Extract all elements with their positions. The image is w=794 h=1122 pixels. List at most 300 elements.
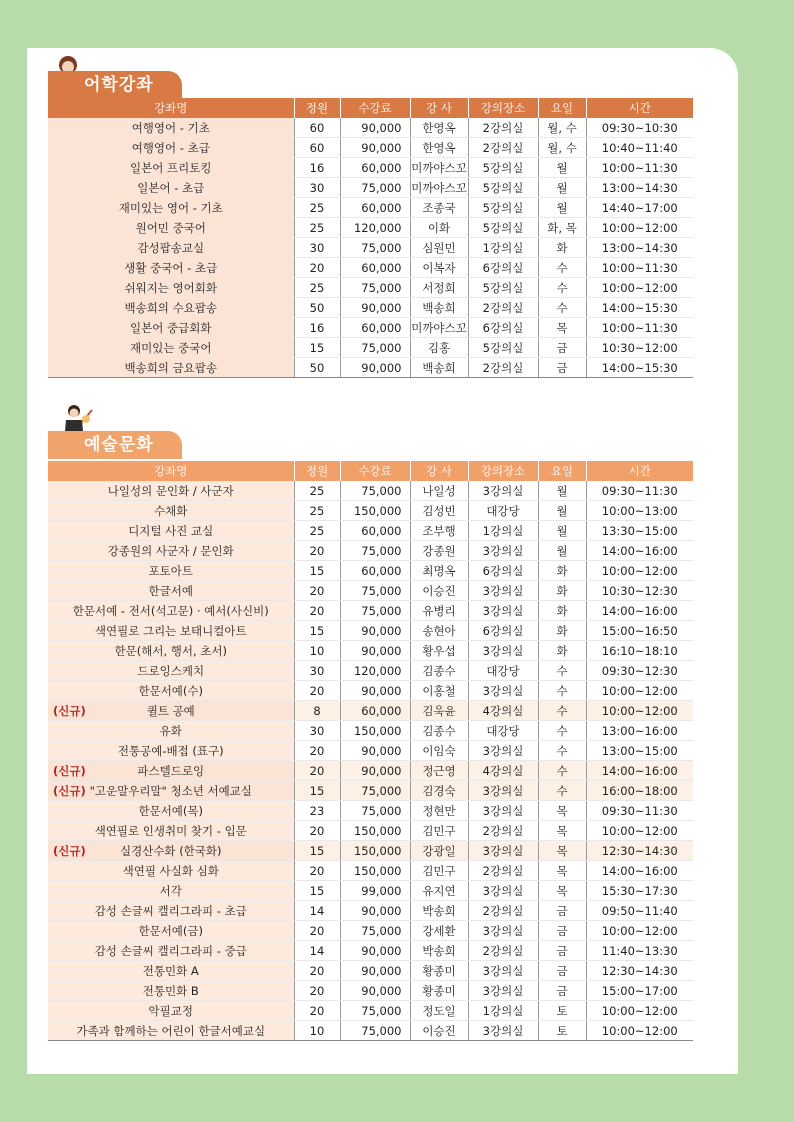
course-name-cell-text: 디지털 사진 교실: [128, 523, 214, 538]
room-cell: [468, 921, 538, 941]
teacher-cell-text: 이임숙: [422, 743, 456, 758]
day-cell: [538, 921, 586, 941]
day-cell: [538, 118, 586, 138]
teacher-cell-text: 조부행: [422, 523, 456, 538]
day-cell: [538, 941, 586, 961]
room-cell: [468, 701, 538, 721]
room-cell-text: 5강의실: [482, 180, 524, 195]
table-row: [48, 481, 693, 501]
room-cell-text: 대강당: [486, 723, 520, 738]
day-cell: [538, 681, 586, 701]
day-cell-text: 수: [556, 703, 568, 718]
time-cell: [586, 701, 693, 721]
time-cell-text: 14:00~16:00: [601, 863, 678, 878]
fee-cell-text: 75,000: [361, 783, 402, 798]
time-cell-text: 10:00~12:00: [601, 220, 678, 235]
teacher-cell: [410, 118, 468, 138]
course-name-cell-text: 악필교정: [148, 1003, 193, 1018]
teacher-cell-text: 최명옥: [422, 563, 456, 578]
fee-cell-text: 150,000: [353, 503, 402, 518]
teacher-cell-text: 김홍: [427, 340, 451, 355]
fee-cell: [340, 581, 410, 601]
new-course-badge: (신규): [53, 843, 86, 858]
capacity-cell: [294, 501, 340, 521]
day-cell-text: 금: [556, 943, 568, 958]
course-name-cell-text: 여행영어 - 초급: [131, 140, 210, 155]
day-cell-text: 월: [556, 160, 568, 175]
course-name-cell: [48, 178, 294, 198]
room-cell: [468, 681, 538, 701]
time-cell: [586, 861, 693, 881]
fee-cell-text: 150,000: [353, 723, 402, 738]
room-cell-text: 3강의실: [482, 783, 524, 798]
day-cell: [538, 298, 586, 318]
room-cell: [468, 1001, 538, 1021]
capacity-cell-text: 30: [309, 180, 325, 195]
course-name-cell-text: 나일성의 문인화 / 사군자: [107, 483, 234, 498]
course-name-cell: [48, 198, 294, 218]
course-name-cell: [48, 961, 294, 981]
time-cell-text: 09:30~10:30: [601, 120, 678, 135]
capacity-cell: [294, 541, 340, 561]
header-teacher: 강 사: [410, 98, 468, 118]
course-name-cell: [48, 941, 294, 961]
day-cell-text: 토: [556, 1003, 568, 1018]
table-row: [48, 841, 693, 861]
day-cell: [538, 821, 586, 841]
capacity-cell-text: 25: [309, 200, 325, 215]
room-cell-text: 2강의실: [482, 903, 524, 918]
teacher-cell-text: 미까야스꼬: [411, 160, 467, 175]
capacity-cell: [294, 278, 340, 298]
fee-cell: [340, 921, 410, 941]
fee-cell-text: 75,000: [361, 340, 402, 355]
room-cell-text: 6강의실: [482, 563, 524, 578]
room-cell: [468, 521, 538, 541]
course-name-cell-text: 일본어 - 초급: [137, 180, 205, 195]
course-name-cell: [48, 661, 294, 681]
fee-cell: [340, 358, 410, 378]
day-cell-text: 수: [556, 783, 568, 798]
teacher-cell: [410, 881, 468, 901]
room-cell-text: 3강의실: [482, 583, 524, 598]
fee-cell-text: 75,000: [361, 1003, 402, 1018]
time-cell-text: 10:00~12:00: [601, 1003, 678, 1018]
teacher-cell-text: 이승진: [422, 583, 456, 598]
teacher-cell-text: 황우섭: [422, 643, 456, 658]
time-cell-text: 09:30~11:30: [601, 483, 678, 498]
day-cell-text: 수: [556, 280, 568, 295]
capacity-cell-text: 25: [309, 503, 325, 518]
capacity-cell: [294, 218, 340, 238]
room-cell-text: 1강의실: [482, 240, 524, 255]
capacity-cell: [294, 761, 340, 781]
time-cell-text: 13:30~15:00: [601, 523, 678, 538]
capacity-cell-text: 50: [309, 300, 325, 315]
table-row: [48, 298, 693, 318]
table-row: [48, 661, 693, 681]
time-cell: [586, 821, 693, 841]
day-cell-text: 목: [556, 823, 568, 838]
room-cell: [468, 761, 538, 781]
teacher-cell: [410, 821, 468, 841]
room-cell-text: 2강의실: [482, 863, 524, 878]
day-cell: [538, 238, 586, 258]
time-cell-text: 10:00~12:00: [601, 280, 678, 295]
teacher-cell: [410, 318, 468, 338]
course-name-cell: [48, 801, 294, 821]
teacher-cell-text: 한영옥: [422, 120, 456, 135]
fee-cell-text: 90,000: [361, 903, 402, 918]
room-cell-text: 3강의실: [482, 543, 524, 558]
capacity-cell-text: 20: [309, 543, 325, 558]
teacher-cell: [410, 941, 468, 961]
day-cell-text: 월: [556, 200, 568, 215]
fee-cell-text: 60,000: [361, 260, 402, 275]
capacity-cell: [294, 338, 340, 358]
day-cell-text: 수: [556, 763, 568, 778]
fee-cell: [340, 278, 410, 298]
fee-cell-text: 75,000: [361, 803, 402, 818]
course-name-cell: [48, 1021, 294, 1041]
fee-cell-text: 75,000: [361, 603, 402, 618]
teacher-cell-text: 황종미: [422, 983, 456, 998]
course-name-cell: [48, 138, 294, 158]
capacity-cell-text: 25: [309, 483, 325, 498]
teacher-cell: [410, 721, 468, 741]
time-cell: [586, 921, 693, 941]
capacity-cell-text: 20: [309, 763, 325, 778]
table-row: [48, 158, 693, 178]
fee-cell: [340, 941, 410, 961]
capacity-cell-text: 15: [309, 843, 325, 858]
course-name-cell-text: 강종원의 사군자 / 문인화: [107, 543, 234, 558]
room-cell-text: 대강당: [486, 663, 520, 678]
teacher-cell: [410, 278, 468, 298]
course-name-cell-text: 색연필로 그리는 보태니컬아트: [94, 623, 247, 638]
course-name-cell: [48, 641, 294, 661]
teacher-cell-text: 김종수: [422, 723, 456, 738]
day-cell: [538, 278, 586, 298]
capacity-cell: [294, 581, 340, 601]
room-cell: [468, 801, 538, 821]
header-course: 강좌명: [48, 461, 294, 481]
course-name-cell: [48, 821, 294, 841]
table-row: [48, 521, 693, 541]
room-cell-text: 3강의실: [482, 923, 524, 938]
room-cell-text: 4강의실: [482, 763, 524, 778]
course-name-cell-text: 재미있는 중국어: [130, 340, 212, 355]
fee-cell: [340, 298, 410, 318]
header-capacity: 정원: [294, 98, 340, 118]
teacher-cell-text: 미까야스꼬: [411, 180, 467, 195]
time-cell: [586, 561, 693, 581]
table-row: [48, 741, 693, 761]
course-name-cell-text: 감성 손글씨 캘리그라피 - 중급: [94, 943, 247, 958]
time-cell-text: 15:00~17:00: [601, 983, 678, 998]
fee-cell-text: 150,000: [353, 823, 402, 838]
course-name-cell-text: 일본어 프리토킹: [130, 160, 212, 175]
room-cell: [468, 338, 538, 358]
time-cell-text: 15:00~16:50: [601, 623, 678, 638]
teacher-cell-text: 박송희: [422, 943, 456, 958]
fee-cell-text: 60,000: [361, 320, 402, 335]
fee-cell-text: 60,000: [361, 563, 402, 578]
time-cell: [586, 218, 693, 238]
time-cell-text: 10:00~12:00: [601, 823, 678, 838]
teacher-cell: [410, 961, 468, 981]
capacity-cell: [294, 521, 340, 541]
day-cell: [538, 981, 586, 1001]
day-cell: [538, 1001, 586, 1021]
course-name-cell: [48, 881, 294, 901]
course-name-cell-text: 한문서예(목): [138, 803, 204, 818]
header-day: 요일: [538, 461, 586, 481]
course-name-cell-text: 서각: [159, 883, 182, 898]
teacher-cell: [410, 921, 468, 941]
teacher-cell: [410, 1001, 468, 1021]
capacity-cell: [294, 821, 340, 841]
table-row: [48, 501, 693, 521]
fee-cell-text: 99,000: [361, 883, 402, 898]
time-cell-text: 14:40~17:00: [601, 200, 678, 215]
teacher-cell: [410, 741, 468, 761]
fee-cell: [340, 741, 410, 761]
day-cell-text: 월: [556, 503, 568, 518]
course-name-cell-text: 포토아트: [148, 563, 193, 578]
fee-cell: [340, 138, 410, 158]
room-cell-text: 5강의실: [482, 280, 524, 295]
day-cell-text: 화: [556, 643, 568, 658]
teacher-cell-text: 백송희: [422, 360, 456, 375]
fee-cell-text: 90,000: [361, 963, 402, 978]
time-cell: [586, 138, 693, 158]
fee-cell-text: 90,000: [361, 360, 402, 375]
teacher-cell-text: 이홍철: [422, 683, 456, 698]
capacity-cell: [294, 661, 340, 681]
time-cell: [586, 681, 693, 701]
day-cell: [538, 781, 586, 801]
course-name-cell-text: 재미있는 영어 - 기초: [118, 200, 223, 215]
teacher-cell-text: 유지연: [422, 883, 456, 898]
teacher-cell-text: 유병리: [422, 603, 456, 618]
time-cell: [586, 278, 693, 298]
time-cell-text: 16:10~18:10: [601, 643, 678, 658]
day-cell-text: 금: [556, 360, 568, 375]
capacity-cell-text: 20: [309, 683, 325, 698]
capacity-cell-text: 14: [309, 943, 325, 958]
course-name-cell-text: 퀼트 공예: [146, 703, 195, 718]
table-row: [48, 118, 693, 138]
fee-cell: [340, 821, 410, 841]
time-cell: [586, 238, 693, 258]
day-cell-text: 화: [556, 563, 568, 578]
time-cell: [586, 841, 693, 861]
table-row: [48, 681, 693, 701]
fee-cell: [340, 621, 410, 641]
room-cell-text: 3강의실: [482, 1023, 524, 1038]
day-cell-text: 금: [556, 963, 568, 978]
time-cell: [586, 1021, 693, 1041]
course-name-cell: [48, 481, 294, 501]
time-cell-text: 12:30~14:30: [601, 843, 678, 858]
course-name-cell-text: 한문서예(수): [138, 683, 204, 698]
time-cell-text: 16:00~18:00: [601, 783, 678, 798]
room-cell: [468, 298, 538, 318]
day-cell-text: 수: [556, 663, 568, 678]
room-cell: [468, 981, 538, 1001]
table-row: [48, 941, 693, 961]
fee-cell-text: 60,000: [361, 160, 402, 175]
teacher-cell: [410, 541, 468, 561]
course-name-cell: [48, 741, 294, 761]
day-cell-text: 월, 수: [547, 120, 577, 135]
fee-cell-text: 150,000: [353, 843, 402, 858]
table-row: [48, 821, 693, 841]
time-cell-text: 14:00~16:00: [601, 763, 678, 778]
fee-cell-text: 90,000: [361, 683, 402, 698]
course-name-cell: [48, 921, 294, 941]
fee-cell: [340, 681, 410, 701]
header-day: 요일: [538, 98, 586, 118]
teacher-cell-text: 미까야스꼬: [411, 320, 467, 335]
fee-cell: [340, 661, 410, 681]
time-cell-text: 14:00~16:00: [601, 603, 678, 618]
day-cell-text: 목: [556, 843, 568, 858]
time-cell: [586, 521, 693, 541]
course-name-cell: [48, 298, 294, 318]
day-cell: [538, 158, 586, 178]
time-cell: [586, 358, 693, 378]
room-cell-text: 3강의실: [482, 803, 524, 818]
capacity-cell-text: 14: [309, 903, 325, 918]
table-row: [48, 561, 693, 581]
course-name-cell: [48, 278, 294, 298]
capacity-cell-text: 16: [309, 160, 325, 175]
room-cell: [468, 641, 538, 661]
table-row: [48, 901, 693, 921]
capacity-cell-text: 20: [309, 983, 325, 998]
day-cell-text: 토: [556, 1023, 568, 1038]
capacity-cell-text: 15: [309, 783, 325, 798]
capacity-cell-text: 20: [309, 923, 325, 938]
capacity-cell: [294, 961, 340, 981]
day-cell: [538, 721, 586, 741]
teacher-cell: [410, 621, 468, 641]
table-row: [48, 621, 693, 641]
fee-cell: [340, 801, 410, 821]
room-cell: [468, 358, 538, 378]
teacher-cell: [410, 841, 468, 861]
table-header-row: [48, 98, 693, 118]
course-name-cell: [48, 501, 294, 521]
day-cell: [538, 138, 586, 158]
room-cell: [468, 218, 538, 238]
time-cell-text: 09:30~11:30: [601, 803, 678, 818]
capacity-cell: [294, 601, 340, 621]
fee-cell-text: 75,000: [361, 240, 402, 255]
room-cell-text: 5강의실: [482, 220, 524, 235]
teacher-cell: [410, 661, 468, 681]
time-cell: [586, 501, 693, 521]
capacity-cell-text: 60: [309, 120, 325, 135]
course-name-cell-text: 전통민화 B: [142, 983, 199, 998]
capacity-cell-text: 15: [309, 883, 325, 898]
capacity-cell-text: 30: [309, 240, 325, 255]
room-cell-text: 3강의실: [482, 643, 524, 658]
time-cell: [586, 298, 693, 318]
course-name-cell: [48, 318, 294, 338]
capacity-cell-text: 20: [309, 603, 325, 618]
capacity-cell: [294, 158, 340, 178]
teacher-cell: [410, 178, 468, 198]
fee-cell: [340, 1021, 410, 1041]
course-name-cell: [48, 721, 294, 741]
fee-cell: [340, 721, 410, 741]
course-name-cell-text: 한문서예 - 전서(석고문) · 예서(사신비): [72, 603, 269, 618]
capacity-cell: [294, 741, 340, 761]
teacher-cell: [410, 781, 468, 801]
room-cell: [468, 861, 538, 881]
teacher-cell-text: 김민구: [422, 823, 456, 838]
teacher-cell: [410, 238, 468, 258]
room-cell: [468, 318, 538, 338]
teacher-cell-text: 김경숙: [422, 783, 456, 798]
time-cell: [586, 781, 693, 801]
room-cell: [468, 158, 538, 178]
time-cell-text: 15:30~17:30: [601, 883, 678, 898]
teacher-cell: [410, 521, 468, 541]
time-cell-text: 13:00~14:30: [601, 180, 678, 195]
table-row: [48, 318, 693, 338]
room-cell: [468, 118, 538, 138]
room-cell: [468, 941, 538, 961]
teacher-cell-text: 조종국: [422, 200, 456, 215]
room-cell-text: 1강의실: [482, 1003, 524, 1018]
table-row: [48, 881, 693, 901]
course-name-cell: [48, 541, 294, 561]
time-cell-text: 09:50~11:40: [601, 903, 678, 918]
day-cell: [538, 901, 586, 921]
room-cell-text: 5강의실: [482, 160, 524, 175]
fee-cell: [340, 901, 410, 921]
capacity-cell: [294, 681, 340, 701]
teacher-cell: [410, 1021, 468, 1041]
header-course: 강좌명: [48, 98, 294, 118]
header-room: 강의장소: [468, 98, 538, 118]
table-row: [48, 961, 693, 981]
table-row: [48, 1021, 693, 1041]
day-cell: [538, 501, 586, 521]
teacher-cell-text: 강종원: [422, 543, 456, 558]
capacity-cell-text: 20: [309, 863, 325, 878]
capacity-cell: [294, 358, 340, 378]
capacity-cell-text: 50: [309, 360, 325, 375]
capacity-cell: [294, 198, 340, 218]
capacity-cell-text: 10: [309, 1023, 325, 1038]
time-cell-text: 10:00~13:00: [601, 503, 678, 518]
fee-cell-text: 90,000: [361, 300, 402, 315]
fee-cell: [340, 961, 410, 981]
course-name-cell: [48, 158, 294, 178]
time-cell-text: 10:40~11:40: [601, 140, 678, 155]
fee-cell: [340, 781, 410, 801]
time-cell: [586, 621, 693, 641]
capacity-cell: [294, 178, 340, 198]
course-name-cell: [48, 601, 294, 621]
time-cell-text: 13:00~16:00: [601, 723, 678, 738]
course-name-cell-text: 쉬워지는 영어회화: [124, 280, 218, 295]
